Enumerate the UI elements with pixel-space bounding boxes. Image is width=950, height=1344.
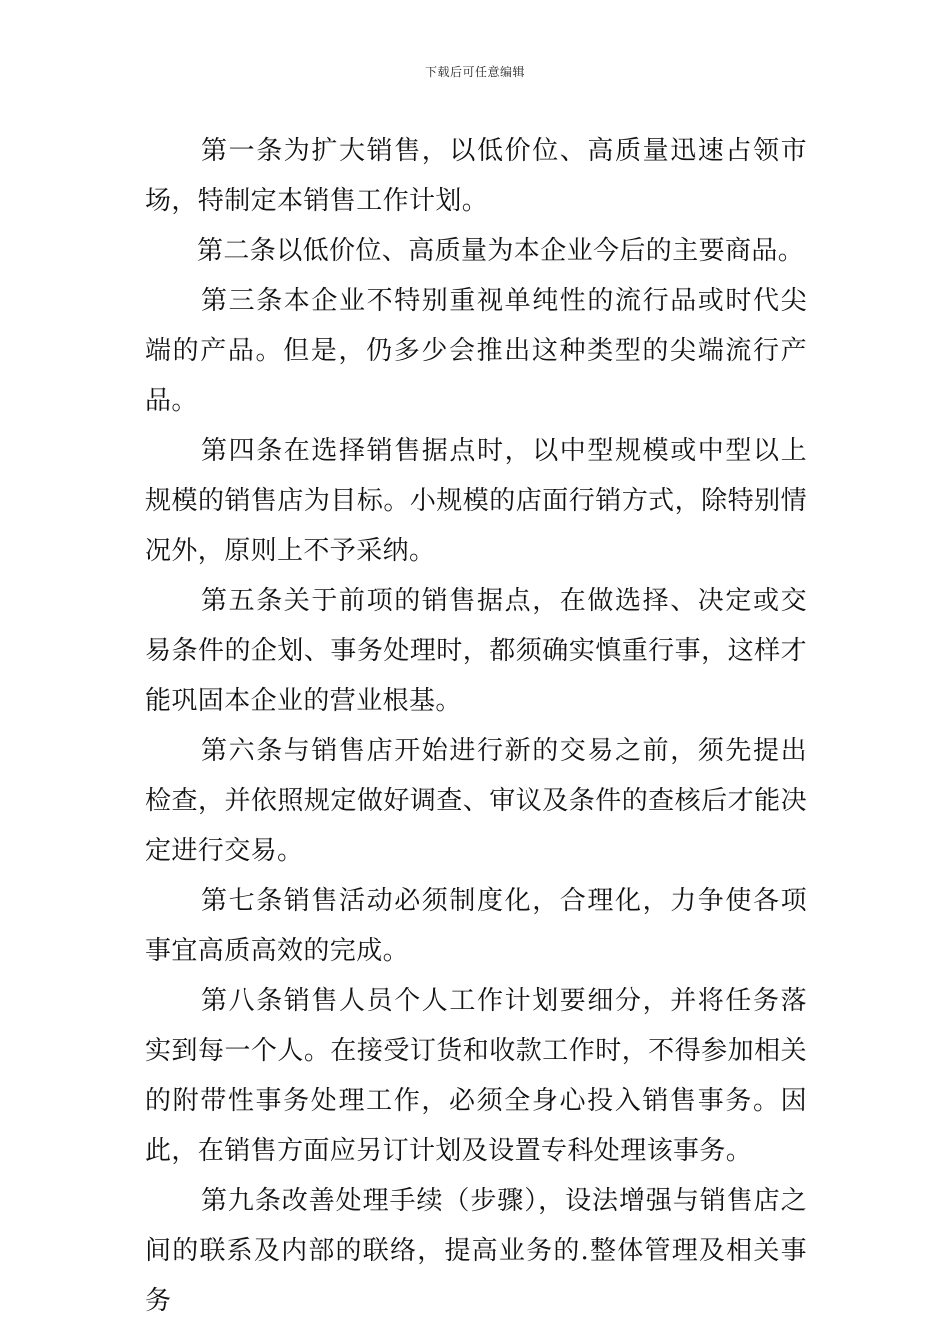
article-3: 第三条本企业不特别重视单纯性的流行品或时代尖端的产品。但是，仍多少会推出这种类型的尖端流行产品。 — [145, 286, 807, 416]
document-body — [145, 126, 807, 1326]
article-8: 第八条销售人员个人工作计划要细分，并将任务落实到每一个人。在接受订货和收款工作时，不得参加相关的附带性事务处理工作，必须全身心投入销售事务。因此，在销售方面应另订计划及设置专科处理该事务。 — [145, 986, 807, 1166]
article-4: 第四条在选择销售据点时，以中型规模或中型以上规模的销售店为目标。小规模的店面行销方式，除特别情况外，原则上不予采纳。 — [145, 436, 807, 566]
header-note: 下载后可任意编辑 — [424, 65, 525, 79]
article-7: 第七条销售活动必须制度化，合理化，力争使各项事宜高质高效的完成。 — [145, 886, 807, 966]
article-2: 第二条以低价位、高质量为本企业今后的主要商品。 — [197, 236, 805, 266]
article-1: 第一条为扩大销售，以低价位、高质量迅速占领市场，特制定本销售工作计划。 — [145, 136, 807, 216]
article-6: 第六条与销售店开始进行新的交易之前，须先提出检查，并依照规定做好调查、审议及条件的查核后才能决定进行交易。 — [145, 736, 807, 866]
article-5: 第五条关于前项的销售据点，在做选择、决定或交易条件的企划、事务处理时，都须确实慎重行事，这样才能巩固本企业的营业根基。 — [145, 586, 807, 716]
article-9: 第九条改善处理手续（步骤），设法增强与销售店之间的联系及内部的联络，提高业务的.整体管理及相关事务 — [145, 1186, 807, 1316]
